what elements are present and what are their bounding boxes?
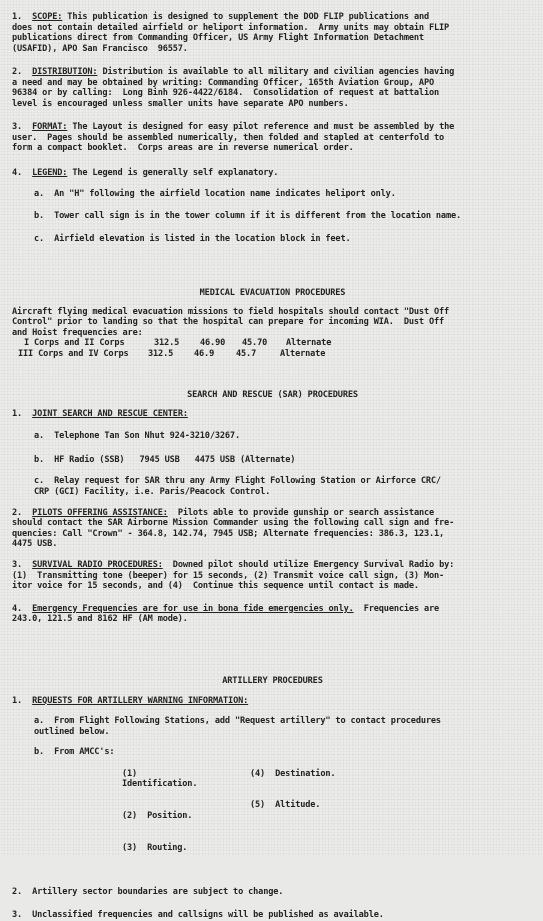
- scope-title: SCOPE:: [32, 12, 63, 22]
- sar-4-number: 4.: [12, 603, 23, 614]
- sar-2-title: PILOTS OFFERING ASSISTANCE:: [32, 507, 168, 518]
- artillery-heading: ARTILLERY PROCEDURES: [222, 676, 323, 686]
- distribution-title: DISTRIBUTION:: [32, 67, 98, 77]
- sar-3-title: SURVIVAL RADIO PROCEDURES:: [32, 559, 163, 570]
- distribution-text: Distribution is available to all military and civilian agencies having a need and may be obtained by writing: Commanding Officer, 165th Aviation Group, APO 96384 or by calling: Long Binh 926-4422/6184. Consolidation of request at battalion level is encouraged unless smaller units have separate APO numbers.: [12, 67, 455, 109]
- artillery-item: (4) Destination.: [250, 768, 336, 779]
- format-number: 3.: [12, 122, 23, 132]
- section-sar: [12, 390, 533, 625]
- artillery-1-title: REQUESTS FOR ARTILLERY WARNING INFORMATION:: [32, 695, 249, 706]
- artillery-item: (2) Position.: [122, 810, 193, 821]
- medevac-freq-1: 312.5: [148, 348, 174, 359]
- legend-paragraph: [12, 168, 533, 179]
- sar-1-item-a: a. Telephone Tan Son Nhut 924-3210/3267.: [34, 431, 240, 442]
- format-title: FORMAT:: [32, 122, 68, 132]
- sar-pilots-assistance: [12, 508, 533, 550]
- legend-item-b: b. Tower call sign is in the tower column if it is different from the location name.: [34, 211, 462, 222]
- artillery-item-list-right: [250, 747, 340, 874]
- artillery-item: (1) Identification.: [122, 768, 198, 790]
- scope-paragraph: [12, 12, 533, 54]
- section-scope: [12, 12, 533, 54]
- scope-text: This publication is designed to supplement the DOD FLIP publications and does not contain detailed airfield or heliport information. Army units may obtain FLIP publications direct from Commanding Officer, US Army Flight Information Detachment (USAFID), APO San Francisco 96557.: [12, 12, 450, 54]
- medevac-corps: III Corps and IV Corps: [18, 348, 129, 359]
- medevac-freq-3: 45.7: [236, 348, 257, 359]
- format-paragraph: [12, 122, 533, 154]
- medevac-freq-2: 46.90: [200, 338, 226, 349]
- sar-4-text: Frequencies are 243.0, 121.5 and 8162 HF (AM mode).: [12, 603, 440, 625]
- artillery-3: 3. Unclassified frequencies and callsigns will be published as available.: [12, 910, 384, 921]
- sar-2-number: 2.: [12, 507, 23, 518]
- sar-1-item-b: b. HF Radio (SSB) 7945 USB 4475 USB (Alternate): [34, 454, 296, 465]
- medevac-note: Alternate: [286, 338, 332, 349]
- distribution-number: 2.: [12, 67, 23, 77]
- medevac-frequency-row: [12, 338, 533, 349]
- sar-joint-center: [12, 409, 533, 420]
- section-distribution: [12, 67, 533, 109]
- medevac-freq-3: 45.70: [242, 338, 268, 349]
- medevac-heading: MEDICAL EVACUATION PROCEDURES: [199, 288, 346, 298]
- format-text: The Layout is designed for easy pilot reference and must be assembled by the user. Pages should be assembled numerically, then folded and stapled at centerfold to form a compact booklet. Corps areas are in reverse numerical order.: [12, 122, 455, 154]
- sar-1-number: 1.: [12, 408, 23, 419]
- artillery-item: (5) Altitude.: [250, 800, 321, 811]
- medevac-freq-1: 312.5: [154, 338, 180, 349]
- section-format: [12, 122, 533, 154]
- artillery-1-item-a: a. From Flight Following Stations, add "Request artillery" to contact procedures outlined below.: [34, 716, 441, 737]
- sar-1-title: JOINT SEARCH AND RESCUE CENTER:: [32, 408, 188, 419]
- artillery-1-number: 1.: [12, 695, 23, 706]
- artillery-item: (3) Routing.: [122, 842, 188, 853]
- artillery-2: 2. Artillery sector boundaries are subject to change.: [12, 886, 284, 897]
- sar-survival-radio: [12, 560, 533, 592]
- legend-item-c: c. Airfield elevation is listed in the location block in feet.: [34, 233, 351, 244]
- artillery-item-list-left: [122, 747, 222, 874]
- sar-emergency-frequencies: [12, 604, 533, 625]
- artillery-requests: [12, 696, 533, 707]
- sar-1-item-c: c. Relay request for SAR thru any Army Flight Following Station or Airforce CRC/ CRP (GCI) Facility, i.e. Paris/Peacock Control.: [34, 476, 441, 497]
- legend-item-a: a. An "H" following the airfield location name indicates heliport only.: [34, 188, 396, 199]
- section-legend: [12, 168, 533, 244]
- sar-4-title: Emergency Frequencies are for use in bona fide emergencies only.: [32, 603, 354, 614]
- medevac-corps: I Corps and II Corps: [24, 338, 125, 349]
- section-medevac: [12, 288, 533, 360]
- medevac-frequency-row: [12, 349, 533, 360]
- scope-number: 1.: [12, 12, 23, 22]
- sar-2-text: Pilots able to provide gunship or search assistance should contact the SAR Airborne Mission Commander using the following call sign and fre- quencies: Call "Crown" - 364.8, 142.74, 7945 USB; Alternate frequencies: 386.3, 123.1, 4475 USB.: [12, 507, 455, 550]
- distribution-paragraph: [12, 67, 533, 109]
- medevac-freq-2: 46.9: [194, 348, 215, 359]
- artillery-1-item-b: [12, 747, 533, 874]
- sar-heading: SEARCH AND RESCUE (SAR) PROCEDURES: [187, 390, 358, 400]
- sar-3-text: Downed pilot should utilize Emergency Survival Radio by: (1) Transmitting tone (beeper) for 15 seconds, (2) Transmit voice call sign, (3) Mon- itor voice for 15 seconds, and (4) Continue this sequence until contact is made.: [12, 559, 455, 592]
- sar-3-number: 3.: [12, 559, 23, 570]
- medevac-note: Alternate: [280, 348, 326, 359]
- legend-text: The Legend is generally self explanatory.: [67, 168, 279, 178]
- medevac-text: Aircraft flying medical evacuation missions to field hospitals should contact "Dust Off Control" prior to landing so that the hospital can prepare for incoming WIA. Dust Off and Hoist frequencies are:: [12, 306, 450, 338]
- legend-title: LEGEND:: [32, 168, 68, 178]
- legend-number: 4.: [12, 168, 23, 178]
- artillery-amcc-lead: b. From AMCC's:: [34, 747, 115, 758]
- section-artillery: [12, 676, 533, 921]
